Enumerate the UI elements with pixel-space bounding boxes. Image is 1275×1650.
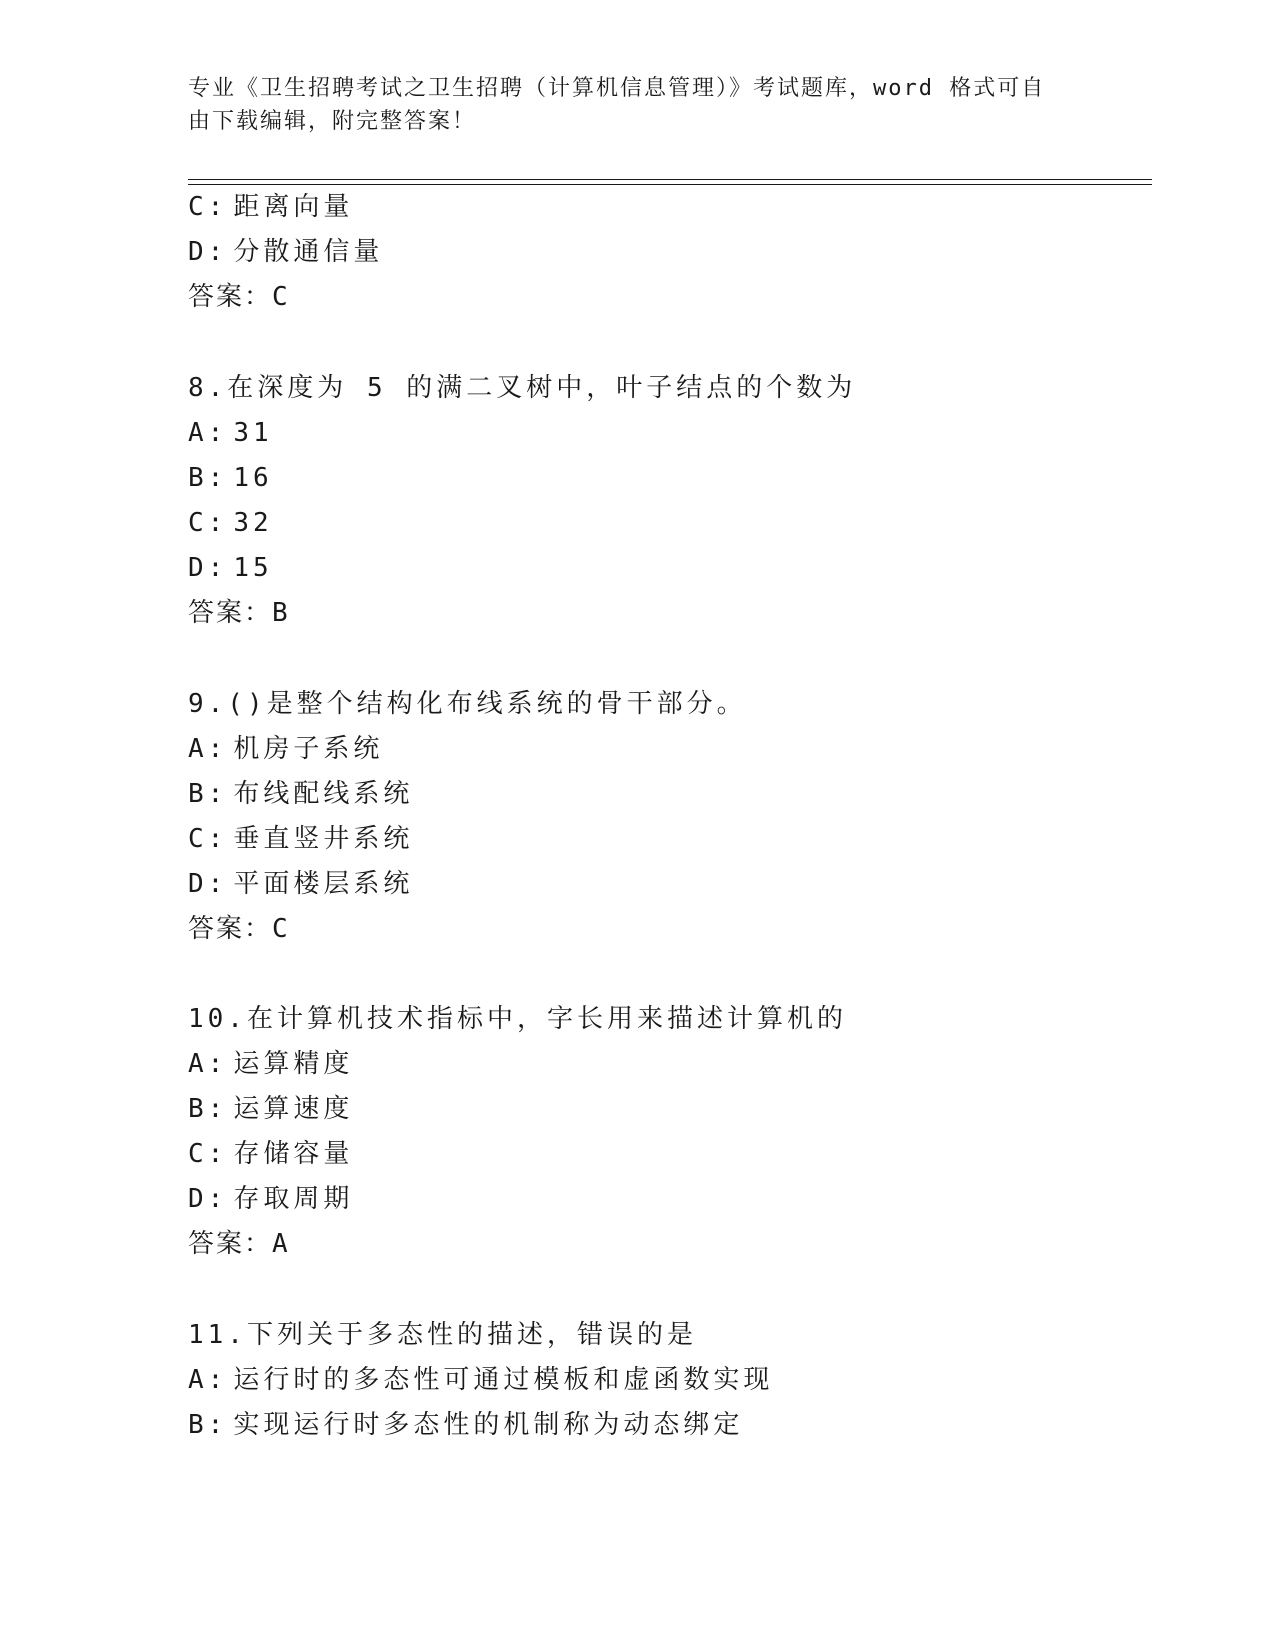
answer-label: 答案： bbox=[188, 1229, 273, 1259]
header-line-2: 由下载编辑，附完整答案！ bbox=[188, 109, 477, 134]
option-letter: D: bbox=[188, 237, 228, 267]
option-text: 16 bbox=[233, 463, 273, 493]
option-letter: D: bbox=[188, 1184, 228, 1214]
option-row bbox=[188, 1410, 743, 1440]
option-text: 32 bbox=[233, 508, 273, 538]
answer-value: B bbox=[272, 598, 290, 628]
option-text: 运行时的多态性可通过模板和虚函数实现 bbox=[233, 1365, 774, 1395]
option-row bbox=[188, 553, 273, 583]
document-header bbox=[188, 72, 1088, 138]
option-letter: B: bbox=[188, 779, 228, 809]
option-text: 15 bbox=[233, 553, 273, 583]
option-letter: A: bbox=[188, 734, 228, 764]
answer-label: 答案： bbox=[188, 914, 273, 944]
option-letter: A: bbox=[188, 418, 228, 448]
answer-row bbox=[188, 282, 290, 312]
option-text: 31 bbox=[233, 418, 273, 448]
question-stem: 11.下列关于多态性的描述，错误的是 bbox=[188, 1320, 697, 1350]
option-letter: A: bbox=[188, 1365, 228, 1395]
option-row bbox=[188, 463, 273, 493]
option-text: 实现运行时多态性的机制称为动态绑定 bbox=[233, 1410, 744, 1440]
option-letter: A: bbox=[188, 1049, 228, 1079]
answer-row bbox=[188, 914, 290, 944]
option-text: 机房子系统 bbox=[233, 734, 384, 764]
answer-label: 答案： bbox=[188, 282, 273, 312]
option-text: 分散通信量 bbox=[233, 237, 384, 267]
option-text: 存储容量 bbox=[233, 1139, 354, 1169]
question-stem: 10.在计算机技术指标中，字长用来描述计算机的 bbox=[188, 1004, 847, 1034]
option-letter: D: bbox=[188, 869, 228, 899]
header-line-1: 专业《卫生招聘考试之卫生招聘（计算机信息管理）》考试题库，word 格式可自 bbox=[188, 76, 1046, 101]
answer-row bbox=[188, 598, 290, 628]
option-letter: C: bbox=[188, 1139, 228, 1169]
answer-row bbox=[188, 1229, 290, 1259]
option-row bbox=[188, 1094, 353, 1124]
option-letter: C: bbox=[188, 192, 228, 222]
option-text: 平面楼层系统 bbox=[233, 869, 414, 899]
option-text: 垂直竖井系统 bbox=[233, 824, 414, 854]
option-letter: B: bbox=[188, 463, 228, 493]
option-letter: B: bbox=[188, 1410, 228, 1440]
option-text: 存取周期 bbox=[233, 1184, 354, 1214]
question-stem: 9.()是整个结构化布线系统的骨干部分。 bbox=[188, 689, 747, 719]
option-row bbox=[188, 824, 413, 854]
header-divider-top bbox=[188, 179, 1152, 180]
answer-value: A bbox=[272, 1229, 290, 1259]
option-row bbox=[188, 508, 273, 538]
option-row bbox=[188, 1049, 353, 1079]
option-text: 布线配线系统 bbox=[233, 779, 414, 809]
option-row bbox=[188, 734, 383, 764]
option-row bbox=[188, 869, 413, 899]
option-text: 运算速度 bbox=[233, 1094, 354, 1124]
answer-value: C bbox=[272, 282, 290, 312]
question-stem: 8.在深度为 5 的满二叉树中，叶子结点的个数为 bbox=[188, 373, 857, 403]
answer-value: C bbox=[272, 914, 290, 944]
option-text: 运算精度 bbox=[233, 1049, 354, 1079]
header-divider-bottom bbox=[188, 184, 1152, 185]
option-text: 距离向量 bbox=[233, 192, 354, 222]
option-row bbox=[188, 1184, 353, 1214]
option-letter: B: bbox=[188, 1094, 228, 1124]
option-letter: C: bbox=[188, 508, 228, 538]
option-row bbox=[188, 418, 273, 448]
option-row bbox=[188, 1139, 353, 1169]
option-letter: D: bbox=[188, 553, 228, 583]
option-row bbox=[188, 779, 413, 809]
option-letter: C: bbox=[188, 824, 228, 854]
option-row bbox=[188, 1365, 773, 1395]
option-row bbox=[188, 237, 383, 267]
option-row bbox=[188, 192, 353, 222]
answer-label: 答案： bbox=[188, 598, 273, 628]
